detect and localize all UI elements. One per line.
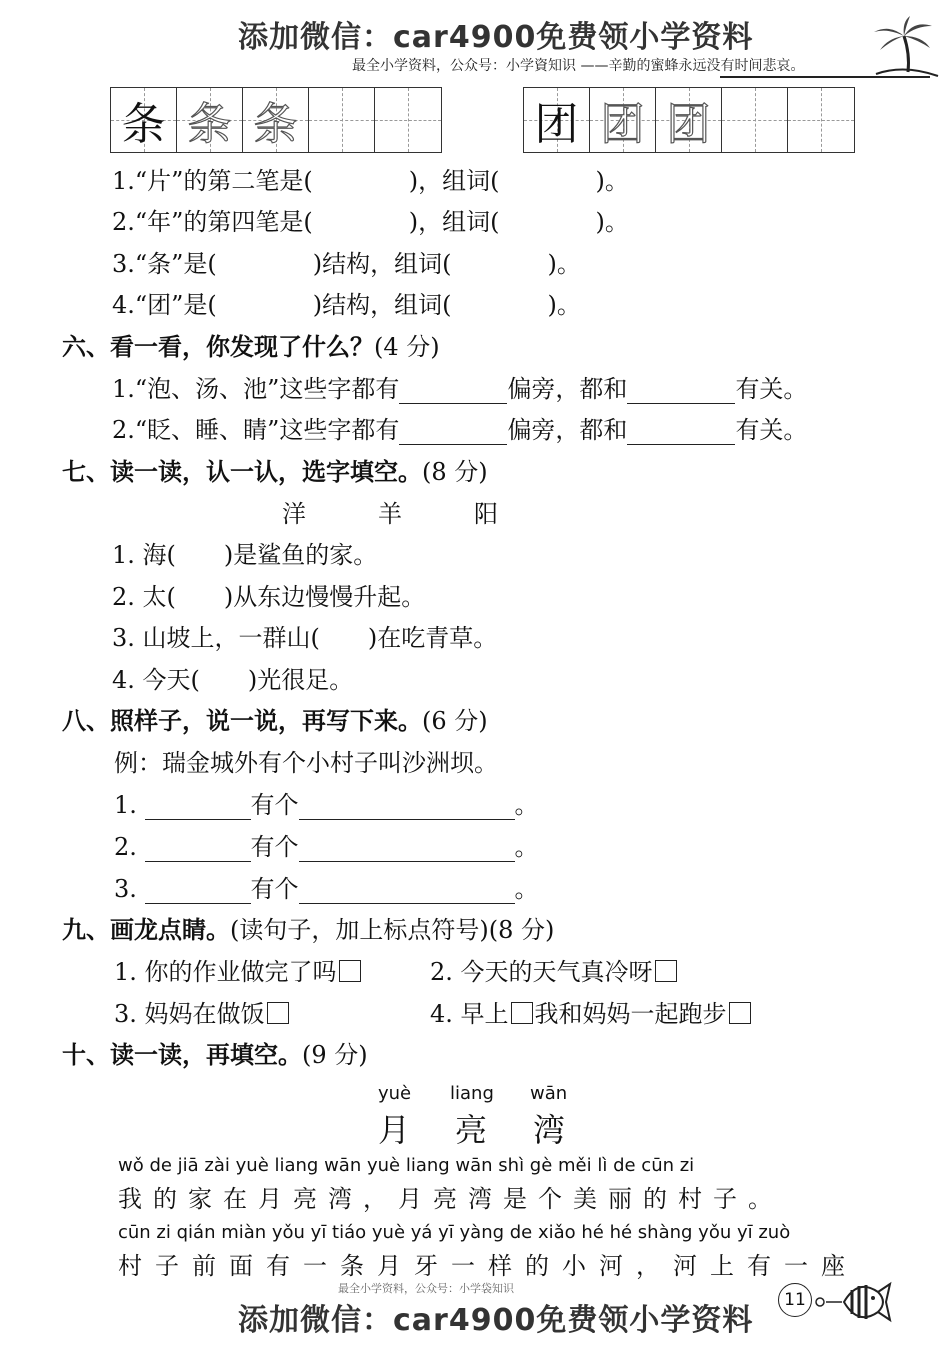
poem-line-2: 村子前面有一条月牙一样的小河，河上有一座 [118, 1252, 858, 1280]
poem-title-char-2: 亮 [455, 1111, 488, 1149]
s8-row-3: 3. 有个 。 [114, 875, 539, 903]
s7-question-4: 4. 今天( )光很足。 [112, 666, 354, 694]
s9-question-1: 1. 你的作业做完了吗 [114, 957, 363, 987]
page-number: 11 [778, 1283, 812, 1317]
punctuation-box[interactable] [729, 1002, 751, 1024]
s8-row-2: 2. 有个 。 [114, 833, 539, 861]
poem-title-pinyin-3: wān [530, 1083, 568, 1104]
s7-choice-chars: 洋 羊 阳 [282, 500, 498, 528]
writing-grid-tuan [523, 87, 855, 153]
poem-line-2-pinyin: cūn zi qián miàn yǒu yī tiáo yuè yá yī yàng de xiǎo hé hé shàng yǒu yī zuò [118, 1222, 791, 1243]
grid-cell-trace: 团 [590, 88, 656, 152]
s5-question-1: 1.“片”的第二笔是( )，组词( )。 [112, 167, 629, 195]
s7-question-1: 1. 海( )是鲨鱼的家。 [112, 541, 378, 569]
answer-blank[interactable] [299, 877, 515, 904]
bottom-banner: 添加微信：car4900免费领小学资料 [238, 1303, 754, 1338]
s8-row-1: 1. 有个 。 [114, 791, 539, 819]
s7-question-2: 2. 太( )从东边慢慢升起。 [112, 583, 426, 611]
grid-cell-empty[interactable] [309, 88, 375, 152]
footer-tiny-text: 最全小学资料，公众号：小学袋知识 [338, 1282, 514, 1295]
answer-blank[interactable] [145, 793, 251, 820]
grid-cell-trace: 条 [243, 88, 309, 152]
poem-line-1: 我的家在月亮湾，月亮湾是个美丽的村子。 [118, 1185, 783, 1213]
s5-question-4: 4.“团”是( )结构，组词( )。 [112, 291, 581, 319]
poem-line-1-pinyin: wǒ de jiā zài yuè liang wān yuè liang wān shì gè měi lì de cūn zi [118, 1155, 695, 1176]
s9-question-2: 2. 今天的天气真冷呀 [430, 957, 679, 987]
header-subline: 最全小学资料，公众号：小学資知识 ——辛勤的蜜蜂永远没有时间悲哀。 [352, 58, 805, 74]
grid-cell-trace: 团 [656, 88, 722, 152]
answer-blank[interactable] [627, 418, 735, 445]
fish-icon [812, 1276, 892, 1324]
header-rule [720, 76, 930, 78]
grid-cell-model: 条 [111, 88, 177, 152]
s7-question-3: 3. 山坡上，一群山( )在吃青草。 [112, 624, 498, 652]
grid-cell-trace: 条 [177, 88, 243, 152]
answer-blank[interactable] [145, 835, 251, 862]
answer-blank[interactable] [399, 377, 507, 404]
punctuation-box[interactable] [267, 1002, 289, 1024]
punctuation-box[interactable] [655, 960, 677, 982]
section-9-title: 九、画龙点睛。(读句子，加上标点符号)(8 分) [62, 916, 555, 944]
grid-cell-empty[interactable] [788, 88, 854, 152]
section-7-title: 七、读一读，认一认，选字填空。(8 分) [62, 458, 488, 486]
s5-question-3: 3.“条”是( )结构，组词( )。 [112, 250, 581, 278]
answer-blank[interactable] [299, 835, 515, 862]
answer-blank[interactable] [627, 377, 735, 404]
s8-example: 例：瑞金城外有个小村子叫沙洲坝。 [114, 749, 498, 777]
poem-title-pinyin-1: yuè [378, 1083, 412, 1104]
poem-title-pinyin-2: liang [450, 1083, 494, 1104]
grid-cell-empty[interactable] [375, 88, 441, 152]
answer-blank[interactable] [399, 418, 507, 445]
poem-title-char-1: 月 [378, 1111, 411, 1149]
s6-question-2: 2.“眨、睡、睛”这些字都有 偏旁，都和 有关。 [112, 416, 808, 444]
top-banner: 添加微信：car4900免费领小学资料 [238, 20, 754, 55]
s6-question-1: 1.“泡、汤、池”这些字都有 偏旁，都和 有关。 [112, 375, 808, 403]
punctuation-box[interactable] [511, 1002, 533, 1024]
section-8-title: 八、照样子，说一说，再写下来。(6 分) [62, 707, 488, 735]
palm-tree-icon [868, 14, 940, 80]
answer-blank[interactable] [299, 793, 515, 820]
s9-question-3: 3. 妈妈在做饭 [114, 999, 291, 1029]
s5-question-2: 2.“年”的第四笔是( )，组词( )。 [112, 208, 629, 236]
grid-cell-empty[interactable] [722, 88, 788, 152]
section-6-title: 六、看一看，你发现了什么？(4 分) [62, 333, 440, 361]
answer-blank[interactable] [145, 877, 251, 904]
s9-question-4: 4. 早上 我和妈妈一起跑步 [430, 999, 753, 1029]
punctuation-box[interactable] [339, 960, 361, 982]
section-10-title: 十、读一读，再填空。(9 分) [62, 1041, 368, 1069]
grid-cell-model: 团 [524, 88, 590, 152]
writing-grid-tiao [110, 87, 442, 153]
poem-title-char-3: 湾 [533, 1111, 566, 1149]
